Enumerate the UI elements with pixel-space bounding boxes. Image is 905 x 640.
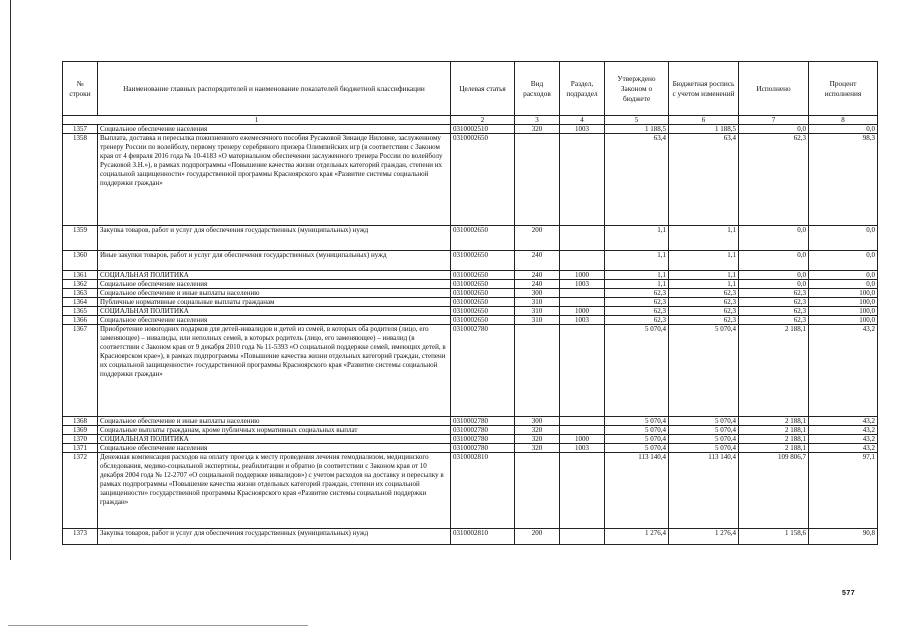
column-number: 2 [451,116,515,125]
row-name: Иные закупки товаров, работ и услуг для обеспечения государственных (муниципальных) нужд [98,251,451,271]
header-target: Целевая статья [451,62,515,116]
row-section: 1003 [560,316,605,325]
header-name: Наименование главных распорядителей и наименование показателей бюджетной классификации [98,62,451,116]
row-percent: 43,2 [809,444,878,453]
row-percent: 0,0 [809,125,878,134]
row-executed: 0,0 [739,251,809,271]
row-number: 1362 [63,280,98,289]
row-target-code: 0310002650 [451,316,515,325]
header-section: Раздел, подраздел [560,62,605,116]
row-section: 1003 [560,444,605,453]
row-name: Социальное обеспечение и иные выплаты населению [98,417,451,426]
table-row [63,280,878,289]
row-target-code: 0310002650 [451,280,515,289]
row-budget: 1 276,4 [669,529,739,545]
row-budget: 62,3 [669,307,739,316]
row-approved: 113 140,4 [605,453,669,529]
row-approved: 1 276,4 [605,529,669,545]
row-name: Социальное обеспечение населения [98,316,451,325]
row-budget: 62,3 [669,298,739,307]
row-name: СОЦИАЛЬНАЯ ПОЛИТИКА [98,271,451,280]
row-percent: 0,0 [809,280,878,289]
row-budget: 1,1 [669,251,739,271]
row-approved: 5 070,4 [605,444,669,453]
row-target-code: 0310002510 [451,125,515,134]
row-name: Социальное обеспечение населения [98,444,451,453]
row-approved: 62,3 [605,307,669,316]
row-number: 1363 [63,289,98,298]
row-budget: 5 070,4 [669,417,739,426]
budget-execution-table [62,61,878,545]
row-executed: 2 188,1 [739,444,809,453]
row-target-code: 0310002810 [451,529,515,545]
row-name: СОЦИАЛЬНАЯ ПОЛИТИКА [98,435,451,444]
table-row [63,134,878,226]
row-name: Социальные выплаты гражданам, кроме публичных нормативных социальных выплат [98,426,451,435]
column-number-row [63,116,878,125]
row-percent: 100,0 [809,316,878,325]
row-number: 1359 [63,226,98,251]
header-approved: Утверждено Законом о бюджете [605,62,669,116]
row-budget: 5 070,4 [669,426,739,435]
row-budget: 5 070,4 [669,325,739,417]
row-name: Закупка товаров, работ и услуг для обеспечения государственных (муниципальных) нужд [98,529,451,545]
row-expense-type: 320 [515,426,560,435]
row-percent: 100,0 [809,307,878,316]
table-row [63,226,878,251]
row-section [560,289,605,298]
row-number: 1372 [63,453,98,529]
row-number: 1365 [63,307,98,316]
row-executed: 62,3 [739,307,809,316]
row-section: 1003 [560,280,605,289]
column-number: 4 [560,116,605,125]
scan-edge-line [10,0,11,560]
row-section: 1000 [560,307,605,316]
row-target-code: 0310002650 [451,307,515,316]
row-expense-type: 310 [515,298,560,307]
row-percent: 0,0 [809,226,878,251]
row-name: Социальное обеспечение и иные выплаты населению [98,289,451,298]
row-expense-type [515,325,560,417]
row-target-code: 0310002780 [451,426,515,435]
row-section [560,529,605,545]
row-target-code: 0310002650 [451,251,515,271]
header-row [63,62,878,116]
row-number: 1361 [63,271,98,280]
row-executed: 2 188,1 [739,426,809,435]
table-body [63,125,878,545]
row-expense-type: 200 [515,529,560,545]
row-section [560,426,605,435]
row-section [560,226,605,251]
row-expense-type: 310 [515,316,560,325]
table-row [63,271,878,280]
row-approved: 5 070,4 [605,435,669,444]
row-budget: 5 070,4 [669,444,739,453]
table-row [63,298,878,307]
column-number: 5 [605,116,669,125]
table-row [63,529,878,545]
table-row [63,289,878,298]
row-executed: 62,3 [739,298,809,307]
row-budget: 1 188,5 [669,125,739,134]
row-executed: 0,0 [739,226,809,251]
row-percent: 43,2 [809,426,878,435]
row-target-code: 0310002780 [451,325,515,417]
table-row [63,435,878,444]
row-name: Публичные нормативные социальные выплаты гражданам [98,298,451,307]
row-name: Социальное обеспечение населения [98,125,451,134]
row-approved: 5 070,4 [605,417,669,426]
header-executed: Исполнено [739,62,809,116]
row-target-code: 0310002780 [451,417,515,426]
row-percent: 43,2 [809,435,878,444]
row-name: Социальное обеспечение населения [98,280,451,289]
row-number: 1369 [63,426,98,435]
column-number: 3 [515,116,560,125]
row-target-code: 0310002650 [451,271,515,280]
row-approved: 62,3 [605,316,669,325]
row-section [560,325,605,417]
row-section [560,251,605,271]
row-executed: 62,3 [739,316,809,325]
row-expense-type [515,134,560,226]
row-target-code: 0310002780 [451,435,515,444]
row-executed: 2 188,1 [739,435,809,444]
row-number: 1370 [63,435,98,444]
row-approved: 62,3 [605,298,669,307]
scan-bottom-line [8,625,308,626]
row-percent: 100,0 [809,298,878,307]
row-approved: 5 070,4 [605,325,669,417]
row-approved: 5 070,4 [605,426,669,435]
row-executed: 2 188,1 [739,325,809,417]
row-number: 1360 [63,251,98,271]
table-row [63,251,878,271]
row-budget: 63,4 [669,134,739,226]
row-budget: 1,1 [669,226,739,251]
row-expense-type [515,453,560,529]
row-expense-type: 300 [515,289,560,298]
table-row [63,307,878,316]
row-target-code: 0310002650 [451,134,515,226]
row-budget: 62,3 [669,289,739,298]
row-section: 1000 [560,271,605,280]
row-section: 1003 [560,125,605,134]
row-target-code: 0310002810 [451,453,515,529]
row-number: 1364 [63,298,98,307]
page-number: 577 [842,590,856,597]
row-expense-type: 240 [515,251,560,271]
row-executed: 0,0 [739,271,809,280]
header-budget: Бюджетная роспись с учетом изменений [669,62,739,116]
header-row-no: № строки [63,62,98,116]
row-percent: 90,8 [809,529,878,545]
row-expense-type: 320 [515,125,560,134]
row-section [560,453,605,529]
row-budget: 5 070,4 [669,435,739,444]
row-expense-type: 240 [515,271,560,280]
row-approved: 1,1 [605,271,669,280]
column-number: 1 [63,116,451,125]
row-budget: 113 140,4 [669,453,739,529]
row-budget: 1,1 [669,271,739,280]
table-row [63,316,878,325]
row-expense-type: 310 [515,307,560,316]
row-approved: 1 188,5 [605,125,669,134]
row-executed: 1 158,6 [739,529,809,545]
row-section [560,298,605,307]
row-percent: 43,2 [809,417,878,426]
row-expense-type: 300 [515,417,560,426]
row-number: 1368 [63,417,98,426]
row-executed: 0,0 [739,125,809,134]
row-number: 1358 [63,134,98,226]
row-target-code: 0310002650 [451,226,515,251]
row-executed: 0,0 [739,280,809,289]
row-percent: 0,0 [809,251,878,271]
row-percent: 100,0 [809,289,878,298]
row-section [560,134,605,226]
table-row [63,426,878,435]
row-number: 1357 [63,125,98,134]
row-percent: 43,2 [809,325,878,417]
row-name: СОЦИАЛЬНАЯ ПОЛИТИКА [98,307,451,316]
table-row [63,325,878,417]
row-section [560,417,605,426]
row-name: Денежная компенсация расходов на оплату проезда к месту проведения лечения гемодиализом, медицинского обследования, медико-социальной экспертизы, реабилитации и обратно (в соответствии с Законом края от 10 декабря 2004 года № 12-2707 «О социальной поддержке инвалидов») с учетом расходов на доставку и пересылку в рамках подпрограммы «Повышение качества жизни отдельных категорий граждан, степени их социальной защищенности» государственной программы Красноярского края «Развитие системы социальной поддержки граждан» [98,453,451,529]
row-target-code: 0310002650 [451,289,515,298]
column-number: 6 [669,116,739,125]
row-expense-type: 320 [515,444,560,453]
table-row [63,453,878,529]
row-percent: 0,0 [809,271,878,280]
header-type: Вид расходов [515,62,560,116]
row-expense-type: 200 [515,226,560,251]
row-section: 1000 [560,435,605,444]
column-number: 7 [739,116,809,125]
row-percent: 98,3 [809,134,878,226]
table-row [63,125,878,134]
row-executed: 62,3 [739,289,809,298]
row-target-code: 0310002650 [451,298,515,307]
column-number: 8 [809,116,878,125]
row-approved: 1,1 [605,226,669,251]
row-number: 1373 [63,529,98,545]
row-approved: 62,3 [605,289,669,298]
row-executed: 62,3 [739,134,809,226]
row-number: 1366 [63,316,98,325]
row-approved: 1,1 [605,251,669,271]
header-percent: Процент исполнения [809,62,878,116]
row-executed: 109 806,7 [739,453,809,529]
row-number: 1367 [63,325,98,417]
row-expense-type: 320 [515,435,560,444]
row-name: Закупка товаров, работ и услуг для обеспечения государственных (муниципальных) нужд [98,226,451,251]
row-approved: 63,4 [605,134,669,226]
row-percent: 97,1 [809,453,878,529]
row-name: Выплата, доставка и пересылка пожизненного ежемесячного пособия Русаковой Зинаиде Ниловне, заслуженному тренеру России по волейболу, первому тренеру серебряного призера Олимпийских игр (в соответствии с Законом края от 4 февраля 2016 года № 10-4183 «О материальном обеспечении заслуженного тренера России по волейболу Русаковой З.Н.»), в рамках подпрограммы «Повышение качества жизни отдельных категорий граждан, степени их социальной защищенности» государственной программы Красноярского края «Развитие системы социальной поддержки граждан» [98,134,451,226]
row-budget: 1,1 [669,280,739,289]
row-number: 1371 [63,444,98,453]
row-approved: 1,1 [605,280,669,289]
table-row [63,417,878,426]
row-expense-type: 240 [515,280,560,289]
row-executed: 2 188,1 [739,417,809,426]
row-target-code: 0310002780 [451,444,515,453]
row-budget: 62,3 [669,316,739,325]
row-name: Приобретение новогодних подарков для детей-инвалидов и детей из семей, в которых оба родителя (лицо, его заменяющее) – инвалиды, или неполных семей, в которых родитель (лицо, его заменяющее) – инвалид (в соответствии с Законом края от 9 декабря 2010 года № 11-5393 «О социальной поддержке семей, имеющих детей, в Красноярском крае»), в рамках подпрограммы «Повышение качества жизни отдельных категорий граждан, степени их социальной защищенности» государственной программы Красноярского края «Развитие системы социальной поддержки граждан» [98,325,451,417]
table-row [63,444,878,453]
